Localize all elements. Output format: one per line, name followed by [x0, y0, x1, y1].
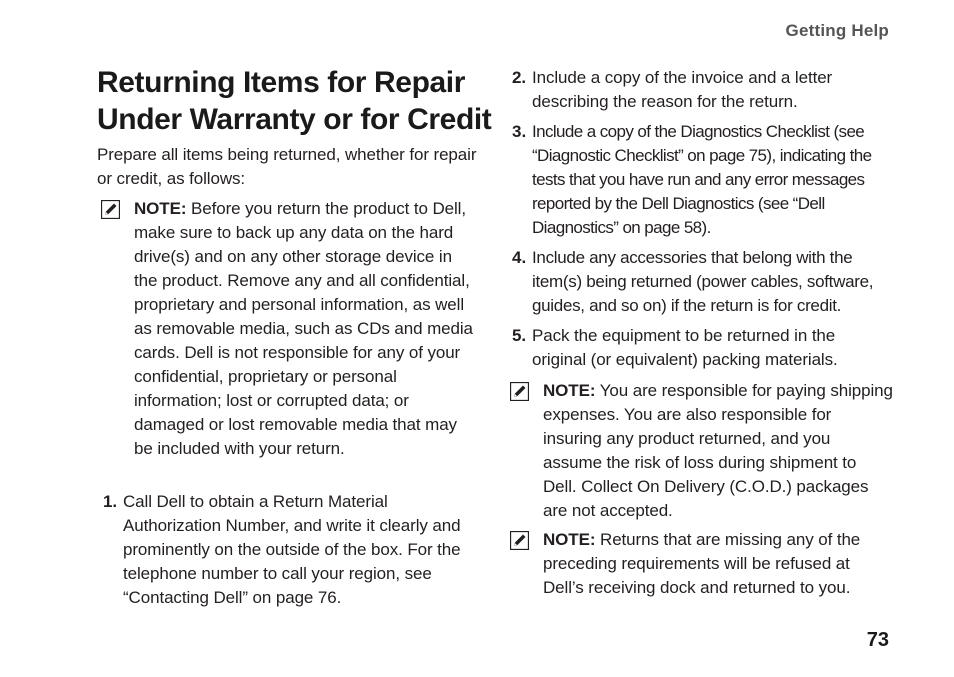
running-header: Getting Help — [785, 21, 889, 40]
note-label: NOTE: — [543, 381, 596, 400]
step-text: Include a copy of the invoice and a letter describing the reason for the return. — [532, 68, 833, 111]
step-5 — [512, 324, 877, 372]
note-text: You are responsible for paying shipping expenses. You are also responsible for insuring any product returned, and you assume the risk of loss during shipment to Dell. Collect On Delivery (C.O.D.) packages are not accepted. — [543, 381, 893, 520]
page-number: 73 — [866, 629, 889, 651]
note-shipping — [543, 379, 893, 523]
step-text: Include any accessories that belong with the item(s) being returned (power cables, software, guides, and so on) if the return is for credit. — [532, 248, 874, 315]
step-2 — [512, 66, 872, 114]
step-number: 3. — [512, 122, 527, 141]
step-number: 5. — [512, 326, 526, 345]
step-number: 1. — [103, 492, 117, 511]
step-text: Pack the equipment to be returned in the original (or equivalent) packing materials. — [532, 326, 838, 369]
note-label: NOTE: — [134, 199, 187, 218]
note-text: Before you return the product to Dell, make sure to back up any data on the hard drive(s) and on any other storage device in the product. Remove any and all confidential, proprietary and personal information, as well as removable media, such as CDs and media cards. Dell is not responsible for any of your confidential, proprietary or personal information; lost or corrupted data; or damaged or lost removable media that may be included with your return. — [134, 199, 473, 458]
page-title: Returning Items for Repair Under Warranty or for Credit — [97, 66, 492, 136]
pencil-note-icon — [101, 200, 120, 219]
step-text: Call Dell to obtain a Return Material Authorization Number, and write it clearly and prominently on the outside of the box. For the telephone number to call your region, see “Contacting Dell” on page 76. — [123, 492, 461, 607]
step-3 — [512, 120, 887, 240]
step-number: 4. — [512, 248, 527, 267]
step-text: Include a copy of the Diagnostics Checklist (see “Diagnostic Checklist” on page 75), indicating the tests that you have run and any error messages reported by the Dell Diagnostics (see “Dell Diagnostics” on page 58). — [532, 122, 872, 237]
note-text: Returns that are missing any of the preceding requirements will be refused at Dell’s receiving dock and returned to you. — [543, 530, 861, 597]
note-missing-requirements — [543, 528, 888, 600]
step-4 — [512, 246, 894, 318]
note-backup — [134, 197, 474, 461]
step-1 — [103, 490, 483, 610]
pencil-note-icon — [510, 382, 529, 401]
intro-paragraph: Prepare all items being returned, whether for repair or credit, as follows: — [97, 145, 477, 188]
step-number: 2. — [512, 68, 526, 87]
note-label: NOTE: — [543, 530, 596, 549]
pencil-note-icon — [510, 531, 529, 550]
